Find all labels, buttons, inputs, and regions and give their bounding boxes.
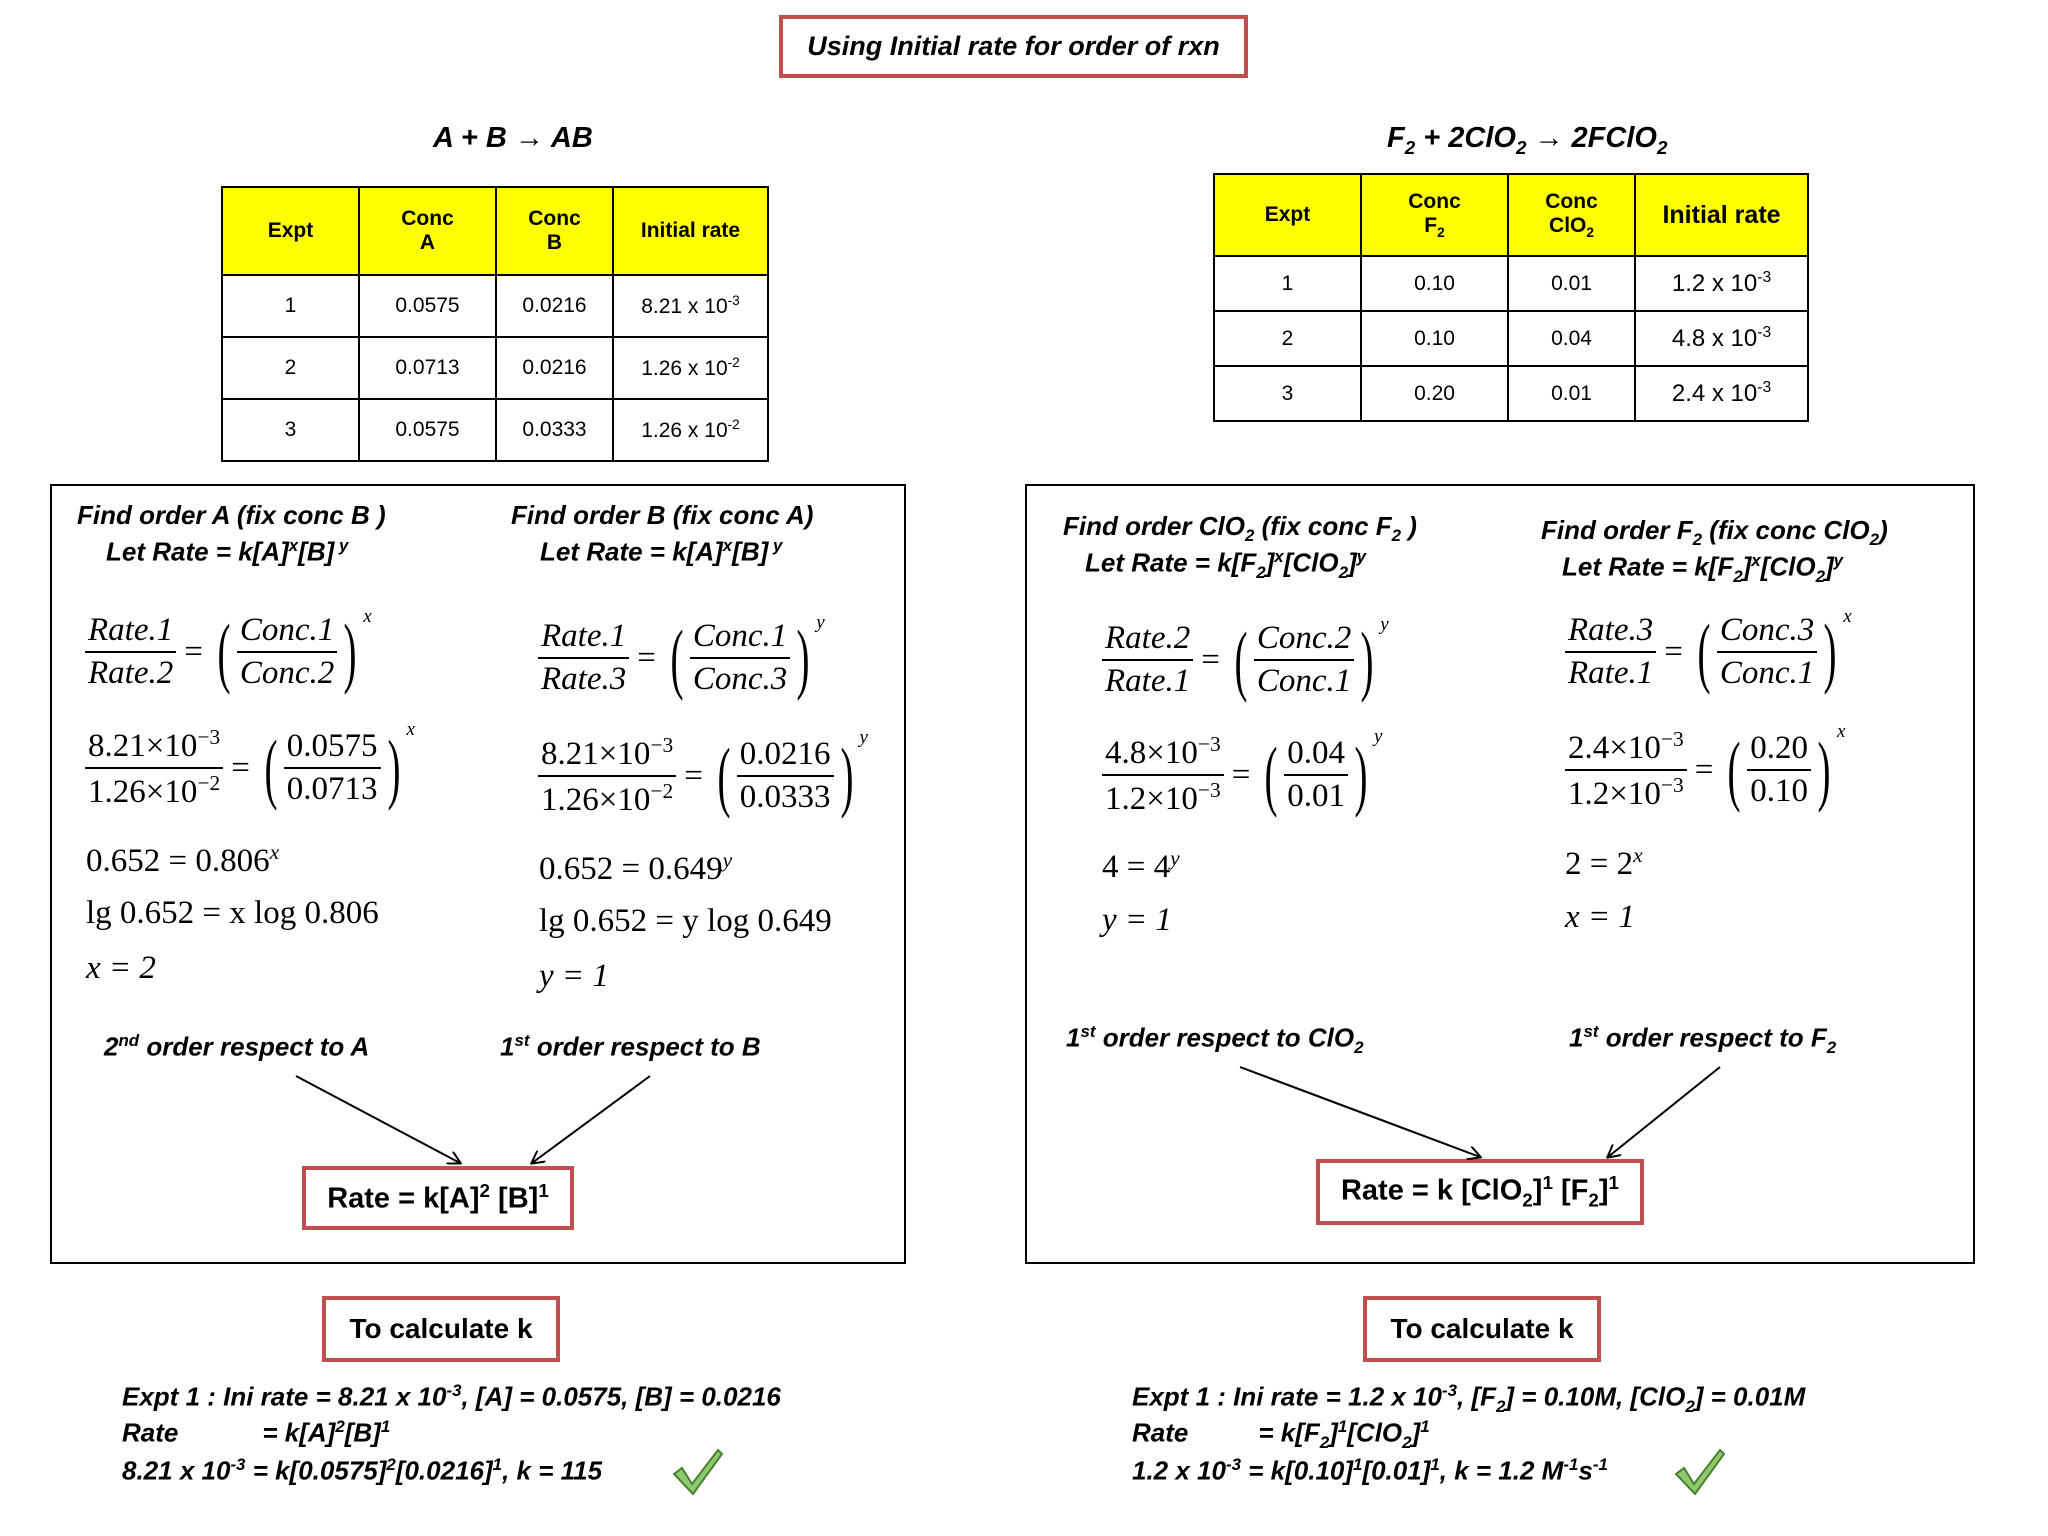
order-clo2-conclusion: 1st order respect to ClO$_2$ bbox=[1066, 1022, 1364, 1057]
order-clo2-line3: $4 = 4^y$ bbox=[1102, 846, 1180, 885]
table-row: 2 0.10 0.04 4.8 x $10^{-3}$ bbox=[1214, 311, 1808, 366]
right-reaction: $F_2 + 2ClO_2$ → 2FClO$_2$ bbox=[1387, 122, 1668, 158]
order-b-let-rate: Let Rate = $k[A]^x[B]$ $^y$ bbox=[540, 536, 783, 567]
order-f2-line3: $2 = 2^x$ bbox=[1565, 843, 1643, 882]
order-a-ratio-eq: $\frac{\text{Rate.1}}{\text{Rate.2}}$ = ( $\frac{\text{Conc.1}}{\text{Conc.2}}$ ) x bbox=[85, 612, 372, 692]
order-b-heading: Find order B (fix conc A) bbox=[511, 500, 814, 530]
col-header-conc-clo2: Conc ClO$_2$ bbox=[1508, 174, 1635, 256]
order-b-line4: lg 0.652 = y log 0.649 bbox=[539, 903, 832, 939]
order-f2-line5: x = 1 bbox=[1565, 899, 1635, 935]
col-header-expt: Expt bbox=[222, 187, 359, 275]
order-clo2-ratio-eq: $\frac{\text{Rate.2}}{\text{Rate.1}}$ = ( $\frac{\text{Conc.2}}{\text{Conc.1}}$ ) y bbox=[1102, 620, 1389, 700]
col-header-conc-a: Conc A bbox=[359, 187, 496, 275]
col-header-conc-f2: Conc $F_2$ bbox=[1361, 174, 1508, 256]
left-calc-k-label: To calculate k bbox=[349, 1313, 533, 1344]
right-calc-k-label: To calculate k bbox=[1390, 1313, 1574, 1344]
order-f2-conclusion: 1st order respect to $F_2$ bbox=[1569, 1022, 1837, 1057]
order-f2-ratio-eq: $\frac{\text{Rate.3}}{\text{Rate.1}}$ = ( $\frac{\text{Conc.3}}{\text{Conc.1}}$ ) x bbox=[1565, 612, 1852, 692]
page-title: Using Initial rate for order of rxn bbox=[807, 31, 1220, 61]
col-header-conc-b: Conc B bbox=[496, 187, 613, 275]
left-calc-line2: Rate = $k[A]^2[B]^1$ bbox=[122, 1417, 391, 1448]
order-f2-value-eq: $\frac{2.4\times 10^{-3}}{1.2\times 10^{-3}}$ = ( $\frac{0.20}{0.10}$ ) x bbox=[1565, 727, 1845, 813]
table-row: 2 0.0713 0.0216 1.26 x $10^{-2}$ bbox=[222, 337, 768, 399]
right-rate-law: Rate = k $[ClO_2]^1$ $[F_2]^1$ bbox=[1340, 1172, 1620, 1211]
order-f2-let-rate: Let Rate = $k[F_2]^x[ClO_2]^y$ bbox=[1562, 551, 1844, 586]
right-calc-line3: 1.2 x $10^{-3} = k[0.10]^1[0.01]^1$, k = 1.2 $M^{-1}s^{-1}$ bbox=[1132, 1455, 1608, 1486]
order-clo2-let-rate: Let Rate = $k[F_2]^x[ClO_2]^y$ bbox=[1085, 547, 1367, 582]
order-a-conclusion: 2nd order respect to A bbox=[104, 1031, 370, 1062]
order-a-let-rate: Let Rate = $k[A]^x[B]$ $^y$ bbox=[106, 536, 349, 567]
col-header-initial-rate: Initial rate bbox=[1635, 174, 1808, 256]
arrow-order-a bbox=[296, 1076, 460, 1163]
order-a-line3: $0.652 = 0.806^x$ bbox=[86, 840, 280, 879]
arrow-order-clo2 bbox=[1240, 1067, 1480, 1157]
table-row: 1 0.0575 0.0216 8.21 x $10^{-3}$ bbox=[222, 275, 768, 337]
col-header-initial-rate: Initial rate bbox=[613, 187, 768, 275]
order-f2-heading: Find order $F_2$ (fix conc ClO$_2$) bbox=[1541, 515, 1888, 550]
order-a-heading: Find order A (fix conc B ) bbox=[77, 500, 386, 530]
order-b-value-eq: $\frac{8.21\times 10^{-3}}{1.26\times 10^{-2}}$ = ( $\frac{0.0216}{0.0333}$ ) y bbox=[538, 733, 868, 819]
order-clo2-value-eq: $\frac{4.8\times 10^{-3}}{1.2\times 10^{-3}}$ = ( $\frac{0.04}{0.01}$ ) y bbox=[1102, 732, 1382, 818]
right-calc-line1: Expt 1 : Ini rate = 1.2 x $10^{-3}$, $[F_2] = 0.10M$, [ClO$_2$] = 0.01M bbox=[1132, 1381, 1806, 1416]
left-reaction: A + B → AB bbox=[433, 122, 593, 154]
right-calc-line2: Rate = $k[F_2]^1[ClO_2]^1$ bbox=[1132, 1417, 1430, 1452]
left-rate-law: Rate = $k[A]^2$ $[B]^1$ bbox=[327, 1180, 549, 1215]
left-calc-k-box bbox=[322, 1296, 560, 1362]
arrow-order-b bbox=[532, 1076, 650, 1163]
order-b-line3: $0.652 = 0.649^y$ bbox=[539, 848, 733, 887]
order-a-value-eq: $\frac{8.21\times 10^{-3}}{1.26\times 10^{-2}}$ = ( $\frac{0.0575}{0.0713}$ ) x bbox=[85, 725, 415, 811]
table-row: 1 0.10 0.01 1.2 x $10^{-3}$ bbox=[1214, 256, 1808, 311]
order-b-conclusion: 1st order respect to B bbox=[500, 1031, 761, 1062]
left-calc-line3: 8.21 x $10^{-3} = k[0.0575]^2[0.0216]^1$, k = 115 bbox=[122, 1455, 603, 1486]
order-a-line5: x = 2 bbox=[86, 950, 156, 986]
col-header-expt: Expt bbox=[1214, 174, 1361, 256]
order-b-ratio-eq: $\frac{\text{Rate.1}}{\text{Rate.3}}$ = ( $\frac{\text{Conc.1}}{\text{Conc.3}}$ ) y bbox=[538, 618, 825, 698]
left-calc-line1: Expt 1 : Ini rate = 8.21 x $10^{-3}$, [A] = 0.0575, [B] = 0.0216 bbox=[122, 1381, 781, 1412]
order-clo2-line5: y = 1 bbox=[1102, 902, 1172, 938]
order-a-line4: lg 0.652 = x log 0.806 bbox=[86, 895, 379, 931]
table-row: 3 0.0575 0.0333 1.26 x $10^{-2}$ bbox=[222, 399, 768, 461]
left-check-icon bbox=[670, 1446, 724, 1498]
order-b-line5: y = 1 bbox=[539, 958, 609, 994]
arrow-order-f2 bbox=[1608, 1067, 1720, 1157]
right-check-icon bbox=[1672, 1446, 1726, 1498]
table-row: 3 0.20 0.01 2.4 x $10^{-3}$ bbox=[1214, 366, 1808, 421]
order-clo2-heading: Find order ClO$_2$ (fix conc $F_2$ ) bbox=[1063, 511, 1417, 546]
right-calc-k-box bbox=[1363, 1296, 1601, 1362]
